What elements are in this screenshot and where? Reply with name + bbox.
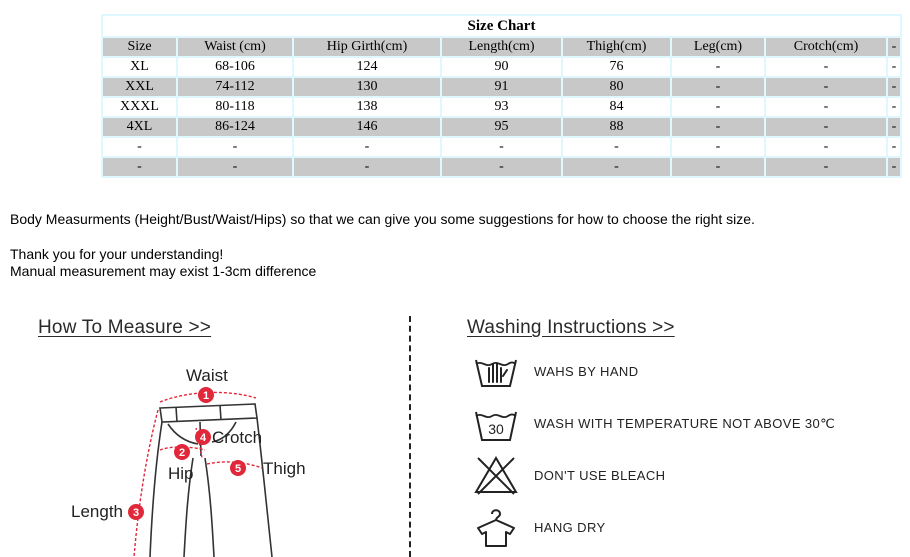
svg-text:3: 3 <box>132 507 140 519</box>
body-measurement-note: Body Measurments (Height/Bust/Waist/Hips) so that we can give you some suggestions for how to choose the right size. <box>10 211 755 227</box>
size-chart-body <box>103 58 900 176</box>
table-cell: 91 <box>442 78 561 96</box>
label-crotch: Crotch <box>212 428 263 447</box>
label-length: Length <box>71 502 123 521</box>
table-row <box>103 118 900 136</box>
table-cell: - <box>766 118 886 136</box>
size-chart-header-row <box>103 38 900 56</box>
table-cell: - <box>888 98 900 116</box>
table-cell: - <box>766 98 886 116</box>
table-cell: - <box>672 98 764 116</box>
table-cell: - <box>888 58 900 76</box>
hand-wash-icon <box>472 350 520 394</box>
table-cell: 95 <box>442 118 561 136</box>
measure-lines <box>134 392 262 557</box>
table-cell: 74-112 <box>178 78 292 96</box>
svg-text:4: 4 <box>199 432 207 444</box>
table-cell: - <box>888 158 900 176</box>
wash-text-temperature: WASH WITH TEMPERATURE NOT ABOVE 30℃ <box>534 416 836 431</box>
table-cell: - <box>563 158 670 176</box>
table-cell: 146 <box>294 118 440 136</box>
difference-note: Manual measurement may exist 1-3cm difference <box>10 263 317 279</box>
section-divider <box>409 316 411 557</box>
table-cell: 84 <box>563 98 670 116</box>
table-cell: - <box>442 138 561 156</box>
badge-5 <box>230 460 246 476</box>
size-chart-title: Size Chart <box>103 16 900 36</box>
size-cell: - <box>103 138 176 156</box>
table-cell: - <box>563 138 670 156</box>
table-cell: - <box>294 158 440 176</box>
header-cell: Size <box>103 38 176 56</box>
table-row <box>103 78 900 96</box>
table-row <box>103 138 900 156</box>
table-cell: - <box>672 78 764 96</box>
header-cell: Thigh(cm) <box>563 38 670 56</box>
table-cell: - <box>766 78 886 96</box>
table-cell: - <box>888 138 900 156</box>
table-cell: 130 <box>294 78 440 96</box>
header-cell: - <box>888 38 900 56</box>
size-cell: XXXL <box>103 98 176 116</box>
badge-3 <box>128 504 144 520</box>
table-cell: - <box>766 138 886 156</box>
table-cell: - <box>672 158 764 176</box>
badge-2 <box>174 444 190 460</box>
table-cell: 76 <box>563 58 670 76</box>
table-cell: 138 <box>294 98 440 116</box>
table-cell: 80 <box>563 78 670 96</box>
svg-text:2: 2 <box>178 447 186 459</box>
wash-text-bleach: DON'T USE BLEACH <box>534 468 666 483</box>
table-cell: 80-118 <box>178 98 292 116</box>
wash-30-label: 30 <box>488 421 504 437</box>
size-chart-table <box>101 14 902 178</box>
table-cell: 68-106 <box>178 58 292 76</box>
table-cell: - <box>888 78 900 96</box>
how-to-measure-title: How To Measure >> <box>38 317 212 338</box>
svg-text:5: 5 <box>234 463 242 475</box>
badge-1 <box>198 387 214 403</box>
table-row <box>103 158 900 176</box>
wash-text-hand: WAHS BY HAND <box>534 364 639 379</box>
table-cell: 93 <box>442 98 561 116</box>
wash-30-icon <box>472 402 520 446</box>
table-cell: - <box>672 118 764 136</box>
table-row <box>103 58 900 76</box>
table-cell: - <box>888 118 900 136</box>
label-thigh: Thigh <box>263 459 306 478</box>
hang-dry-icon <box>472 506 520 550</box>
washing-instructions-title: Washing Instructions >> <box>467 317 675 338</box>
table-cell: - <box>672 138 764 156</box>
table-cell: - <box>178 158 292 176</box>
size-cell: XXL <box>103 78 176 96</box>
table-cell: - <box>178 138 292 156</box>
svg-text:1: 1 <box>202 390 210 402</box>
size-cell: - <box>103 158 176 176</box>
size-cell: 4XL <box>103 118 176 136</box>
label-waist: Waist <box>186 366 228 385</box>
table-row <box>103 98 900 116</box>
table-cell: - <box>766 58 886 76</box>
thanks-note: Thank you for your understanding! <box>10 246 224 262</box>
header-cell: Waist (cm) <box>178 38 292 56</box>
header-cell: Crotch(cm) <box>766 38 886 56</box>
header-cell: Leg(cm) <box>672 38 764 56</box>
table-cell: 90 <box>442 58 561 76</box>
table-cell: - <box>766 158 886 176</box>
label-hip: Hip <box>168 464 194 483</box>
table-cell: - <box>442 158 561 176</box>
header-cell: Length(cm) <box>442 38 561 56</box>
table-cell: - <box>672 58 764 76</box>
header-cell: Hip Girth(cm) <box>294 38 440 56</box>
badge-4 <box>195 429 211 445</box>
table-cell: - <box>294 138 440 156</box>
no-bleach-icon <box>472 454 520 498</box>
table-cell: 124 <box>294 58 440 76</box>
table-cell: 86-124 <box>178 118 292 136</box>
size-cell: XL <box>103 58 176 76</box>
table-cell: 88 <box>563 118 670 136</box>
wash-text-hang: HANG DRY <box>534 520 606 535</box>
